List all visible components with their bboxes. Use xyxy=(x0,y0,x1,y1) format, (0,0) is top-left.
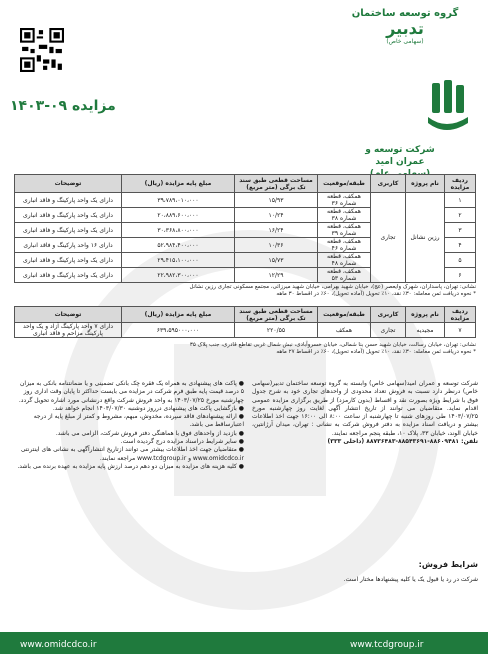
list-item-text: ارائه پیشنهادهای فاقد سپرده، مخدوش، مبهم، مشروط و کمتر از مبلغ پایه از درجه اعتبارساقط می باشد. xyxy=(33,413,244,429)
cell-id: ۳ xyxy=(445,223,476,238)
cell-price: ۳۰،۳۶۸،۸۰۰،۰۰۰ xyxy=(122,223,235,238)
cell-project: مجیدیه xyxy=(406,323,445,338)
qr-code xyxy=(20,28,64,72)
conditions-title: شرایط فروش: xyxy=(418,560,478,569)
table2-address: نشانی: تهران، خیابان رسالت، خیابان شهید حسن بنا شمالی، خیابان خسروآبادی، نبش شمال غربی تقاطع قادری، جنب پلاک ۳۵ xyxy=(189,342,476,348)
table-row xyxy=(15,193,476,208)
th-id: ردیف مزایده xyxy=(445,307,476,323)
th-usage: کاربری xyxy=(371,175,406,193)
th-id: ردیف مزایده xyxy=(445,175,476,193)
th-price: مبلغ پایه مزایده (ریال) xyxy=(122,175,235,193)
th-desc: توضیحات xyxy=(15,175,122,193)
group-brand: تدبیر xyxy=(386,19,424,38)
table-row xyxy=(15,323,476,338)
list-item-text: سایر شرایط دراسناد مزایده درج گردیده است. xyxy=(120,438,237,446)
list-item-text: کلیه هزینه های مزایده به میزان دو دهم درصد ارزش پایه مزایده به عهده برنده می باشد. xyxy=(17,462,237,470)
auction-table-2 xyxy=(14,306,476,338)
cell-location: همکف، قطعه شماره ۳۶ xyxy=(318,193,371,208)
table2-payment: * نحوه دریافت ثمن معامله: ۳۰٪ نقد، ۱۰٪ تحویل (آماده تحویل)، ۶۰٪ در اقساط ۲۷ ماهه xyxy=(276,349,476,355)
cell-area: ۱۲/۲۹ xyxy=(235,268,318,283)
cell-location: همکف، قطعه شماره ۵۳ xyxy=(318,268,371,283)
th-area: مساحت قطعی طبق سند تک برگی (متر مربع) xyxy=(235,307,318,323)
cell-desc: دارای یک واحد پارکینگ و فاقد انباری xyxy=(15,268,122,283)
cell-price: ۲۲،۹۸۲،۳۰۰،۰۰۰ xyxy=(122,268,235,283)
intro-text: شرکت توسعه و عمران امید(سهامی خاص) وابسته به گروه توسعه ساختمان تدبیر(سهامی خاص) درنظر دارد نسبت به فروش تعداد محدودی از واحدهای تجاری خود به شرح جدول فوق با شرایط ویژه بصورت نقد و اقساط (بدون کارمزد) از طریق برگزاری مزایده عمومی اقدام نماید. متقاضیان می توانند از تاریخ انتشار آگهی لغایت روز چهارشنبه مورخ ۱۴۰۳/۰۷/۲۵ طی روزهای شنبه تا چهارشنبه از ساعت ۸:۰۰ الی ۱۶:۰۰ جهت اخذ اطلاعات بیشتر و دریافت اسناد مزایده به دفتر فروش شرکت به نشانی : تهران، میدان آرژانتین، خیابان الوند، خیابان ۳۳، پلاک ۱۰، طبقه پنجم مراجعه نمایند. xyxy=(252,380,478,437)
company-name xyxy=(360,84,440,180)
group-sub: (سهامی خاص) xyxy=(386,38,424,45)
cell-price: ۵۲،۹۸۴،۴۰۰،۰۰۰ xyxy=(122,238,235,253)
list-item: ● بازگشایی پاکت های پیشنهادی درروز دوشنبه ۱۴۰۳/۰۷/۳۰ انجام خواهد شد. xyxy=(52,404,244,412)
footer-site-left-link[interactable]: www.omidcdco.ir xyxy=(20,640,97,650)
table1-notes xyxy=(14,284,476,298)
cell-price: ۲۹،۴۱۵،۱۰۰،۰۰۰ xyxy=(122,253,235,268)
cell-area: ۱۶/۲۴ xyxy=(235,223,318,238)
list-item-text: بازگشایی پاکت های پیشنهادی درروز دوشنبه ۱۴۰۳/۰۷/۳۰ انجام خواهد شد. xyxy=(52,404,237,412)
list-item-text: متقاضیان جهت اخذ اطلاعات بیشتر می توانند ازتاریخ انتشارآگهی به نشانی های اینترنتی www.omidcdco.ir و www.tcdgroup.ir مراجعه نمایند. xyxy=(20,446,244,462)
list-item: ● بازدید از واحدهای فوق با هماهنگی دفتر فروش شرکت، الزامی می باشد. xyxy=(55,429,244,437)
cell-location: همکف، قطعه شماره ۳۸ xyxy=(318,208,371,223)
cell-id: ۲ xyxy=(445,208,476,223)
cell-project: رزین نشانل xyxy=(406,193,445,283)
cell-usage: تجاری xyxy=(371,323,406,338)
phone-text: تلفن: ۸۸۶۰۹۴۸۱-۸۸۵۴۳۶۹۱-۸۸۷۳۶۴۸۳ (داخلی ۳۳۳) xyxy=(327,438,478,446)
table1-address: نشانی: تهران، پاسداران، شهرک وایعصر (عج)، خیابان شهید بهرامی، خیابان شهید میرزائی، مجتمع مسکونی تجاری رزین نشانل xyxy=(189,284,476,290)
cell-area: ۱۰/۲۴ xyxy=(235,208,318,223)
cell-price: ۳۹،۷۸۹،۰۱۰،۰۰۰ xyxy=(122,193,235,208)
cell-desc: دارای یک واحد پارکینگ و فاقد انباری xyxy=(15,193,122,208)
th-location: طبقه/موقعیت xyxy=(318,175,371,193)
cell-price: ۲۰،۸۸۹،۶۰۰،۰۰۰ xyxy=(122,208,235,223)
th-location: طبقه/موقعیت xyxy=(318,307,371,323)
cell-id: ۵ xyxy=(445,253,476,268)
auction-number: مزایده ۰۹-۱۴۰۳ xyxy=(10,98,116,114)
cell-location: همکف، قطعه شماره ۳۹ xyxy=(318,223,371,238)
th-usage: کاربری xyxy=(371,307,406,323)
cell-desc: دارای ۱۶ واحد پارکینگ و فاقد انباری xyxy=(15,238,122,253)
footer-site-right-link[interactable]: www.tcdgroup.ir xyxy=(350,640,424,650)
table-header-row xyxy=(15,307,476,323)
th-project: نام پروژه xyxy=(406,175,445,193)
cell-id: ۶ xyxy=(445,268,476,283)
conditions-text: شرکت در رد یا قبول یک یا کلیه پیشنهادها مختار است. xyxy=(343,576,478,583)
cell-desc: دارای یک واحد پارکینگ و فاقد انباری xyxy=(15,223,122,238)
cell-price: ۶۳۹،۵۹۵۰۰۰،۰۰۰ xyxy=(122,323,235,338)
table-header-row xyxy=(15,175,476,193)
tadbir-group-logo xyxy=(330,8,480,64)
cell-usage: تجاری xyxy=(371,193,406,283)
terms-list xyxy=(16,380,244,471)
list-item: ● پاکت های پیشنهادی به همراه یک فقره چک بانکی تضمینی و یا ضمانتنامه بانکی به میزان ۵ درصد قیمت پایه طبق فرم شرکت در مزایده می بایست حداکثر تا پایان وقت اداری روز چهارشنبه مورخ ۱۴۰۳/۰۷/۲۵ به واحد فروش شرکت واقع درنشانی مورد اشاره تحویل گردد. xyxy=(18,380,244,404)
company-name-text: شرکت توسعه و عمران امید xyxy=(365,145,435,167)
th-desc: توضیحات xyxy=(15,307,122,323)
auction-table-1 xyxy=(14,174,476,283)
cell-id: ۴ xyxy=(445,238,476,253)
cell-location: همکف، قطعه شماره ۴۶ xyxy=(318,238,371,253)
cell-desc: دارای ۷ واحد پارکینگ آزاد و یک واحد پارکینگ مزاحم و فاقد انباری xyxy=(15,323,122,338)
cell-location: همکف xyxy=(318,323,371,338)
cell-location: همکف، قطعه شماره ۴۸ xyxy=(318,253,371,268)
cell-desc: دارای یک واحد پارکینگ و فاقد انباری xyxy=(15,253,122,268)
cell-id: ۱ xyxy=(445,193,476,208)
group-title: گروه توسعه ساختمان xyxy=(351,8,459,19)
th-project: نام پروژه xyxy=(406,307,445,323)
th-area: مساحت قطعی طبق سند تک برگی (متر مربع) xyxy=(235,175,318,193)
th-price: مبلغ پایه مزایده (ریال) xyxy=(122,307,235,323)
cell-area: ۱۰/۳۶ xyxy=(235,238,318,253)
list-item: ● ارائه پیشنهادهای فاقد سپرده، مخدوش، مبهم، مشروط و کمتر از مبلغ پایه از درجه اعتبارساقط می باشد. xyxy=(33,413,244,429)
list-item-text: بازدید از واحدهای فوق با هماهنگی دفتر فروش شرکت، الزامی می باشد. xyxy=(55,429,237,437)
list-item-text: پاکت های پیشنهادی به همراه یک فقره چک بانکی تضمینی و یا ضمانتنامه بانکی به میزان ۵ درصد قیمت پایه طبق فرم شرکت در مزایده می بایست حداکثر تا پایان وقت اداری روز چهارشنبه مورخ ۱۴۰۳/۰۷/۲۵ به واحد فروش شرکت واقع درنشانی مورد اشاره تحویل گردد. xyxy=(18,380,244,404)
cell-area: ۲۲۰/۵۵ xyxy=(235,323,318,338)
list-item: ● متقاضیان جهت اخذ اطلاعات بیشتر می توانند ازتاریخ انتشارآگهی به نشانی های اینترنتی www.omidcdco.ir و www.tcdgroup.ir مراجعه نمایند. xyxy=(20,446,244,462)
cell-id: ۷ xyxy=(445,323,476,338)
cell-desc: دارای یک واحد پارکینگ و فاقد انباری xyxy=(15,208,122,223)
cell-area: ۱۵/۷۳ xyxy=(235,253,318,268)
list-item: ● کلیه هزینه های مزایده به میزان دو دهم درصد ارزش پایه مزایده به عهده برنده می باشد. xyxy=(17,462,244,470)
list-item: ● سایر شرایط دراسناد مزایده درج گردیده است. xyxy=(120,438,244,446)
intro-paragraph xyxy=(252,380,478,446)
table1-payment: * نحوه دریافت ثمن معامله: ۳۰٪ نقد، ۱۰٪ تحویل (آماده تحویل)، ۶۰٪ در اقساط ۳۰ ماهه xyxy=(276,291,476,297)
cell-area: ۱۵/۹۳ xyxy=(235,193,318,208)
table2-notes xyxy=(14,342,476,356)
